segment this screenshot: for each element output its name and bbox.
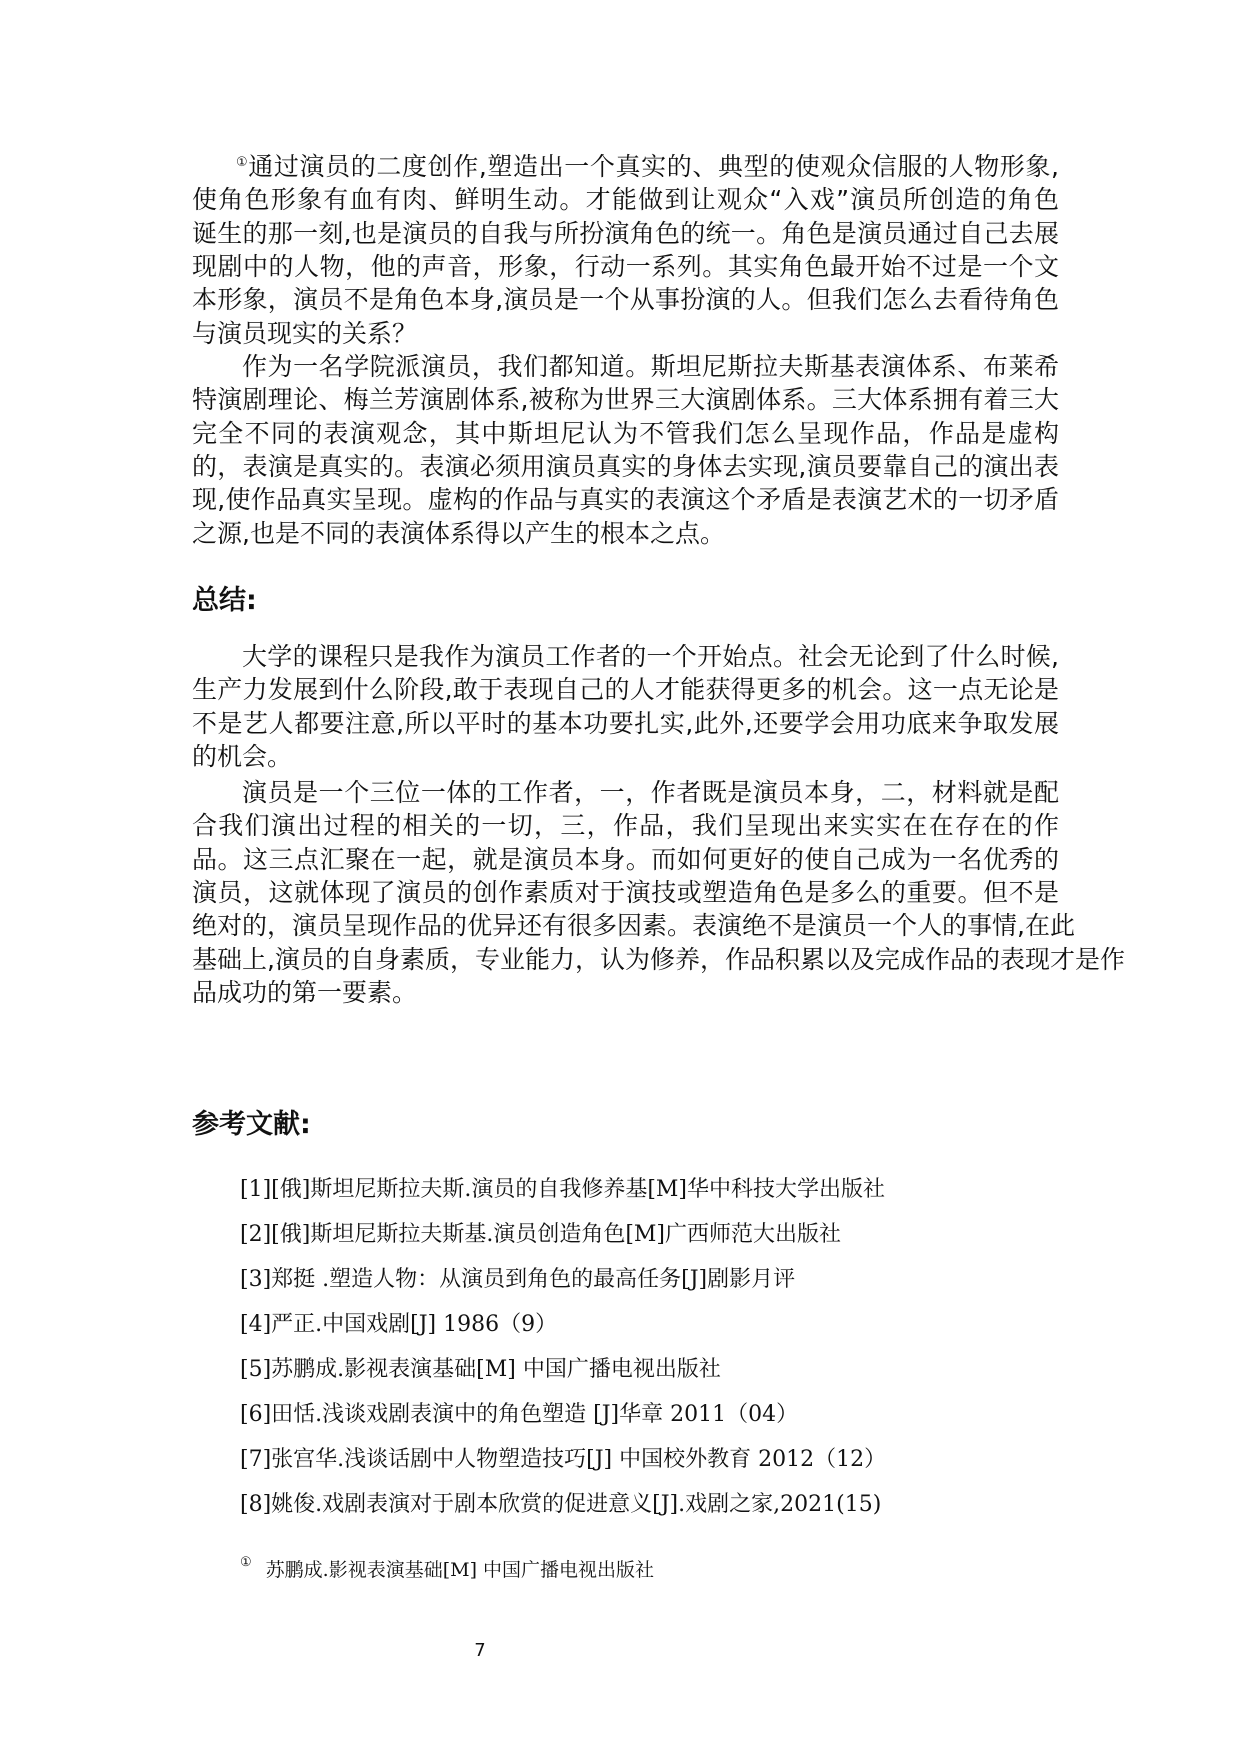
paragraph-line	[192, 843, 1059, 876]
reference-item: [6]田恬.浅谈戏剧表演中的角色塑造 [J]华章 2011（04）	[240, 1402, 799, 1427]
line-text: 现,使作品真实呈现。虚构的作品与真实的表演这个矛盾是表演艺术的一切矛盾	[192, 485, 1059, 515]
line-text: 使角色形象有血有肉、鲜明生动。才能做到让观众“入戏”演员所创造的角色	[192, 185, 1059, 215]
paragraph-line	[192, 250, 1059, 283]
line-text: 演员，这就体现了演员的创作素质对于演技或塑造角色是多么的重要。但不是	[192, 877, 1059, 907]
paragraph-line	[192, 976, 1059, 1009]
references-heading: 参考文献:	[192, 1109, 311, 1140]
line-text: 演员是一个三位一体的工作者，一，作者既是演员本身，二，材料就是配	[242, 778, 1059, 807]
line-text: 诞生的那一刻,也是演员的自我与所扮演角色的统一。角色是演员通过自己去展	[192, 218, 1059, 248]
line-text: 绝对的，演员呈现作品的优异还有很多因素。表演绝不是演员一个人的事情,在此	[192, 911, 1075, 941]
paragraph-line	[192, 417, 1059, 450]
line-text: 生产力发展到什么阶段,敢于表现自己的人才能获得更多的机会。这一点无论是	[192, 675, 1059, 705]
footnote-text: 苏鹏成.影视表演基础[M] 中国广播电视出版社	[265, 1559, 655, 1581]
page-number: 7	[474, 1640, 486, 1661]
line-text: 本形象，演员不是角色本身,演员是一个从事扮演的人。但我们怎么去看待角色	[192, 285, 1059, 315]
paragraph-line	[236, 150, 1059, 183]
paragraph-line	[192, 707, 1059, 740]
paragraph-line	[192, 876, 1059, 909]
line-text: 现剧中的人物，他的声音，形象，行动一系列。其实角色最开始不过是一个文	[192, 251, 1059, 281]
paragraph-line	[192, 383, 1059, 416]
reference-item: [2][俄]斯坦尼斯拉夫斯基.演员创造角色[M]广西师范大出版社	[240, 1222, 842, 1247]
paragraph-line	[192, 183, 1059, 216]
line-text: 合我们演出过程的相关的一切，三，作品，我们呈现出来实实在在存在的作	[192, 811, 1059, 841]
line-text: 的机会。	[192, 741, 293, 771]
paragraph-line	[192, 673, 1059, 706]
paragraph-line	[192, 283, 1059, 316]
paragraph-line	[192, 317, 1059, 350]
paragraph-line	[242, 640, 1059, 673]
reference-item: [3]郑挺 .塑造人物：从演员到角色的最高任务[J]剧影月评	[240, 1267, 796, 1292]
line-text: 品成功的第一要素。	[192, 977, 418, 1007]
footnote	[240, 1555, 654, 1582]
footnote-mark: ①	[240, 1555, 252, 1570]
paragraph-line	[192, 809, 1059, 842]
paragraph-line	[192, 517, 1059, 550]
footnote-ref-mark: ①	[236, 155, 249, 170]
paragraph-line	[192, 943, 1125, 976]
reference-item: [8]姚俊.戏剧表演对于剧本欣赏的促进意义[J].戏剧之家,2021(15)	[240, 1492, 882, 1517]
paragraph-line	[192, 217, 1059, 250]
line-text: 品。这三点汇聚在一起，就是演员本身。而如何更好的使自己成为一名优秀的	[192, 844, 1059, 874]
paragraph-line	[192, 483, 1059, 516]
line-text: 作为一名学院派演员，我们都知道。斯坦尼斯拉夫斯基表演体系、布莱希	[242, 352, 1059, 381]
reference-item: [4]严正.中国戏剧[J] 1986（9）	[240, 1312, 558, 1337]
paragraph-line	[192, 740, 1059, 773]
reference-item: [7]张宫华.浅谈话剧中人物塑造技巧[J] 中国校外教育 2012（12）	[240, 1447, 887, 1472]
line-text: 不是艺人都要注意,所以平时的基本功要扎实,此外,还要学会用功底来争取发展	[192, 708, 1059, 738]
paragraph-line	[192, 909, 1075, 942]
paragraph-line	[242, 776, 1059, 809]
summary-heading: 总结:	[192, 585, 257, 616]
line-text: 完全不同的表演观念，其中斯坦尼认为不管我们怎么呈现作品，作品是虚构	[192, 418, 1059, 448]
line-text: 基础上,演员的自身素质，专业能力，认为修养，作品积累以及完成作品的表现才是作	[192, 944, 1125, 974]
line-text: 大学的课程只是我作为演员工作者的一个开始点。社会无论到了什么时候,	[242, 642, 1059, 671]
line-text: 与演员现实的关系？	[192, 318, 418, 348]
line-text: 通过演员的二度创作,塑造出一个真实的、典型的使观众信服的人物形象,	[248, 152, 1059, 181]
line-text: 特演剧理论、梅兰芳演剧体系,被称为世界三大演剧体系。三大体系拥有着三大	[192, 385, 1059, 415]
line-text: 之源,也是不同的表演体系得以产生的根本之点。	[192, 518, 725, 548]
reference-item: [5]苏鹏成.影视表演基础[M] 中国广播电视出版社	[240, 1357, 721, 1382]
paragraph-line	[192, 450, 1059, 483]
line-text: 的，表演是真实的。表演必须用演员真实的身体去实现,演员要靠自己的演出表	[192, 451, 1059, 481]
paragraph-line	[242, 350, 1059, 383]
reference-item: [1][俄]斯坦尼斯拉夫斯.演员的自我修养基[M]华中科技大学出版社	[240, 1177, 886, 1202]
